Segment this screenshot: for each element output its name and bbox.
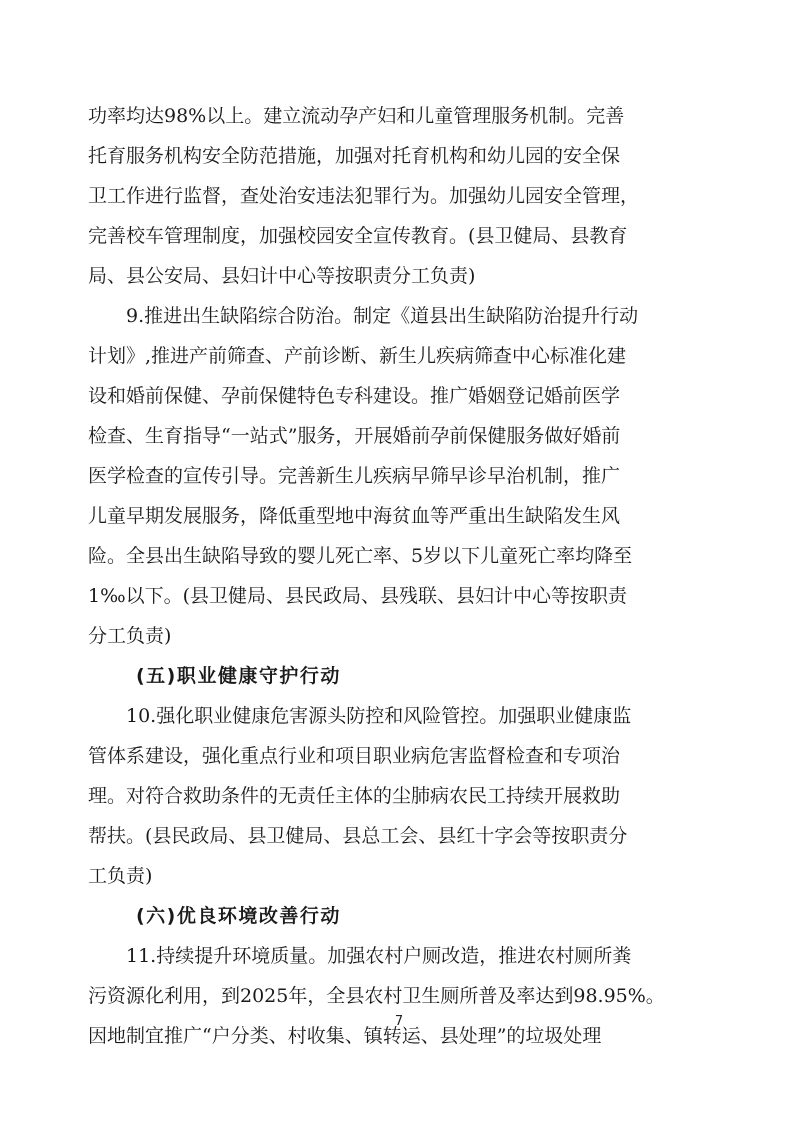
text-line: 完善校车管理制度，加强校园安全宣传教育。(县卫健局、县教育 [88,225,628,247]
text-line: 因地制宜推广“户分类、村收集、镇转运、县处理”的垃圾处理 [88,1025,602,1047]
section-heading: (五)职业健康守护行动 [136,665,341,687]
text-line: 理。对符合救助条件的无责任主体的尘肺病农民工持续开展救助 [88,785,621,807]
text-line: 工负责) [88,865,153,887]
text-line: 1‰以下。(县卫健局、县民政局、县残联、县妇计中心等按职责 [88,585,627,607]
text-line: 设和婚前保健、孕前保健特色专科建设。推广婚姻登记婚前医学 [88,385,621,407]
text-line: 检查、生育指导“一站式”服务，开展婚前孕前保健服务做好婚前 [88,425,621,447]
text-line: 管体系建设，强化重点行业和项目职业病危害监督检查和专项治 [88,745,621,767]
text-line: 分工负责) [88,625,172,647]
text-line: 卫工作进行监督，查处治安违法犯罪行为。加强幼儿园安全管理， [88,185,640,207]
text-line: 医学检查的宣传引导。完善新生儿疾病早筛早诊早治机制，推广 [88,465,621,487]
text-line: 功率均达98%以上。建立流动孕产妇和儿童管理服务机制。完善 [88,105,625,127]
section-heading: (六)优良环境改善行动 [136,905,341,927]
text-line: 险。全县出生缺陷导致的婴儿死亡率、5岁以下儿童死亡率均降至 [88,545,633,567]
text-line: 帮扶。(县民政局、县卫健局、县总工会、县红十字会等按职责分 [88,825,628,847]
text-line: 污资源化利用，到2025年，全县农村卫生厕所普及率达到98.95%。 [88,985,665,1007]
text-line: 10.强化职业健康危害源头防控和风险管控。加强职业健康监 [126,705,632,727]
text-line: 托育服务机构安全防范措施，加强对托育机构和幼儿园的安全保 [88,145,621,167]
text-line: 计划》,推进产前筛查、产前诊断、新生儿疾病筛查中心标准化建 [88,345,627,367]
text-line: 儿童早期发展服务，降低重型地中海贫血等严重出生缺陷发生风 [88,505,621,527]
page-number: 7 [394,1014,404,1029]
text-line: 11.持续提升环境质量。加强农村户厕改造，推进农村厕所粪 [126,945,632,967]
text-line: 9.推进出生缺陷综合防治。制定《道县出生缺陷防治提升行动 [126,305,639,327]
text-line: 局、县公安局、县妇计中心等按职责分工负责) [88,265,476,287]
body-text [88,96,714,1056]
